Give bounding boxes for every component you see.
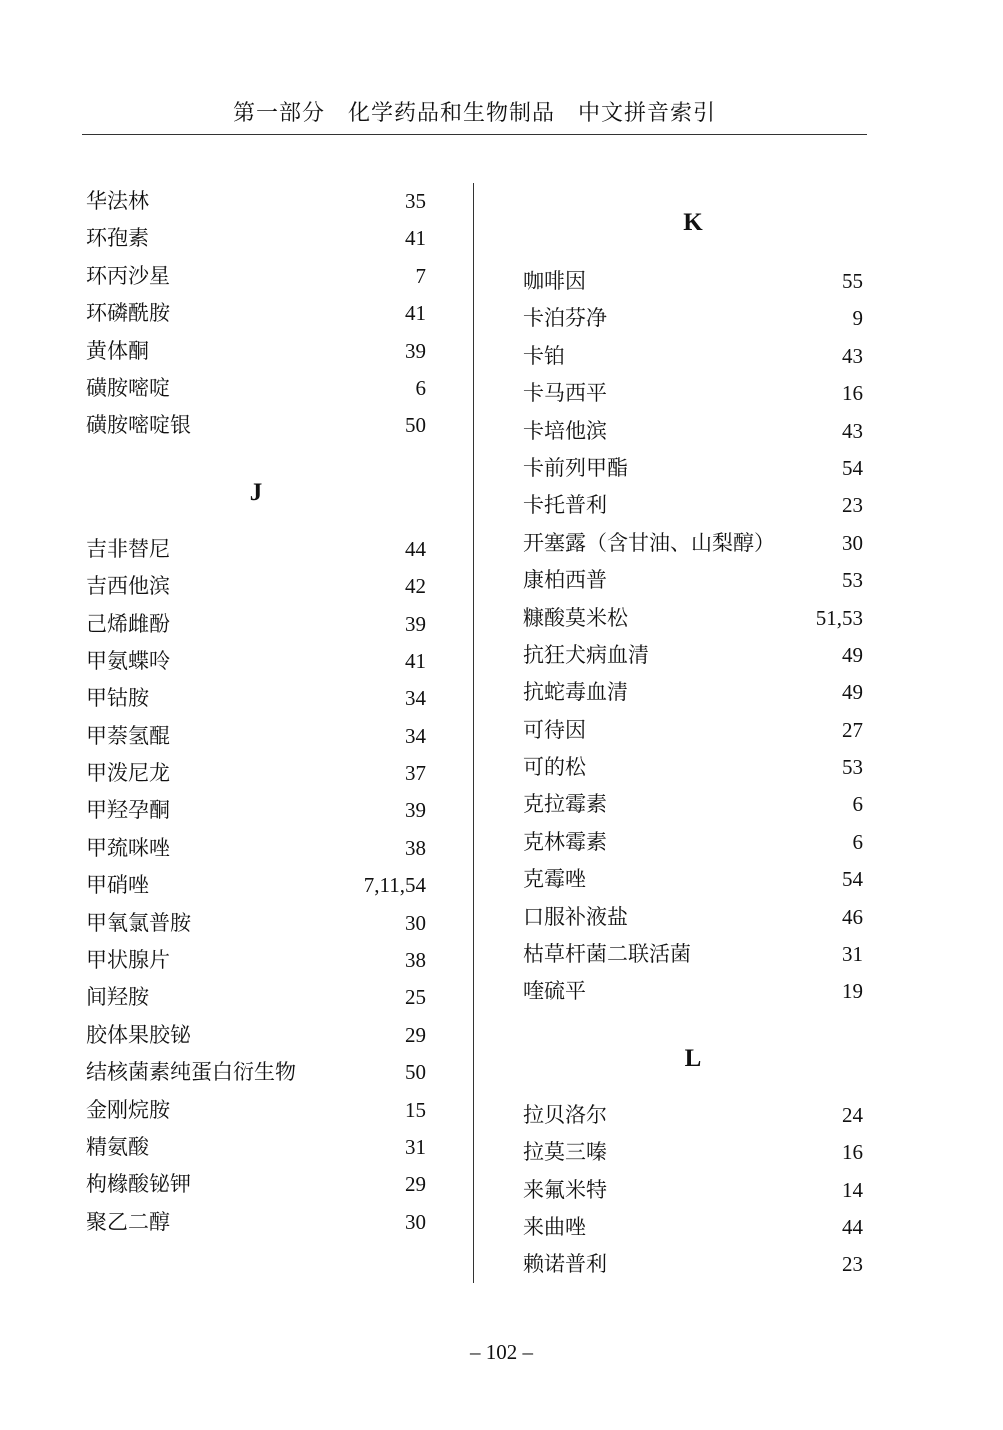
- index-entry: [523, 487, 863, 524]
- entry-page: 7: [415, 263, 426, 288]
- entry-page: 16: [842, 381, 863, 406]
- index-entry: [86, 830, 426, 867]
- entry-name: 喹硫平: [523, 979, 586, 1004]
- header-title: 第一部分 化学药品和生物制品 中文拼音索引: [232, 101, 716, 126]
- entry-name: 甲羟孕酮: [86, 798, 170, 823]
- entry-name: 来曲唑: [523, 1214, 586, 1239]
- entry-page: 53: [842, 568, 863, 593]
- entry-name: 结核菌素纯蛋白衍生物: [86, 1060, 296, 1085]
- index-entry: [523, 1172, 863, 1209]
- entry-name: 己烯雌酚: [86, 611, 170, 636]
- entry-page: 6: [852, 792, 863, 817]
- entry-name: 甲巯咪唑: [86, 835, 170, 860]
- entry-name: 卡培他滨: [523, 418, 607, 443]
- entry-name: 康柏西普: [523, 568, 607, 593]
- entry-name: 环磷酰胺: [86, 301, 170, 326]
- index-entry: [86, 333, 426, 370]
- index-entry: [523, 674, 863, 711]
- entry-name: 开塞露（含甘油、山梨醇）: [523, 530, 775, 555]
- index-entry: [86, 867, 426, 904]
- right-column: [523, 203, 863, 1284]
- entry-name: 拉莫三嗪: [523, 1140, 607, 1165]
- entry-name: 口服补液盐: [523, 904, 628, 929]
- index-group-h: [86, 183, 426, 445]
- entry-name: 甲泼尼龙: [86, 761, 170, 786]
- entry-name: 华法林: [86, 189, 149, 213]
- index-entry: [523, 936, 863, 973]
- index-entry: [86, 718, 426, 755]
- entry-name: 克林霉素: [523, 829, 607, 854]
- entry-name: 精氨酸: [86, 1134, 149, 1159]
- entry-name: 聚乙二醇: [86, 1209, 170, 1234]
- index-entry: [86, 1204, 426, 1241]
- page-number: – 102 –: [470, 1340, 533, 1364]
- index-entry: [86, 792, 426, 829]
- entry-page: 49: [842, 642, 863, 667]
- entry-name: 可的松: [523, 755, 586, 780]
- index-entry: [86, 183, 426, 220]
- entry-page: 31: [842, 942, 863, 967]
- entry-name: 克拉霉素: [523, 792, 607, 817]
- index-entry: [523, 973, 863, 1010]
- entry-name: 甲钴胺: [86, 686, 149, 711]
- entry-name: 卡前列甲酯: [523, 455, 628, 480]
- entry-name: 赖诺普利: [523, 1252, 607, 1277]
- index-entry: [86, 531, 426, 568]
- entry-page: 54: [842, 867, 863, 892]
- entry-name: 环孢素: [86, 226, 149, 251]
- index-entry: [86, 1092, 426, 1129]
- index-entry: [523, 1246, 863, 1283]
- index-entry: [523, 712, 863, 749]
- entry-name: 甲氧氯普胺: [86, 910, 191, 935]
- entry-name: 环丙沙星: [86, 263, 170, 288]
- index-entry: [523, 600, 863, 637]
- entry-page: 23: [842, 1252, 863, 1277]
- column-divider: [473, 183, 474, 1283]
- index-entry: [86, 407, 426, 444]
- left-column: [86, 183, 426, 1241]
- entry-page: 44: [842, 1214, 863, 1239]
- index-entry: [523, 375, 863, 412]
- entry-name: 黄体酮: [86, 338, 149, 363]
- entry-name: 卡铂: [523, 343, 565, 368]
- entry-page: 51,53: [815, 605, 863, 630]
- index-entry: [86, 680, 426, 717]
- index-entry: [86, 258, 426, 295]
- entry-page: 15: [405, 1097, 426, 1122]
- entry-page: 53: [842, 755, 863, 780]
- index-entry: [523, 300, 863, 337]
- letter-heading-l: L: [684, 1044, 702, 1072]
- entry-page: 34: [405, 723, 426, 748]
- entry-page: 29: [405, 1022, 426, 1047]
- entry-page: 46: [842, 904, 863, 929]
- entry-page: 6: [852, 829, 863, 854]
- entry-name: 甲氨蝶呤: [86, 648, 170, 673]
- index-entry: [523, 786, 863, 823]
- index-entry: [86, 755, 426, 792]
- entry-page: 43: [842, 418, 863, 443]
- entry-name: 甲硝唑: [86, 873, 149, 898]
- entry-page: 29: [405, 1172, 426, 1197]
- entry-name: 克霉唑: [523, 867, 586, 892]
- index-entry: [523, 749, 863, 786]
- index-entry: [523, 824, 863, 861]
- entry-name: 可待因: [523, 717, 586, 742]
- entry-page: 27: [842, 717, 863, 742]
- index-entry: [86, 942, 426, 979]
- entry-page: 31: [405, 1134, 426, 1159]
- entry-name: 胶体果胶铋: [86, 1022, 191, 1047]
- index-entry: [86, 295, 426, 332]
- entry-page: 30: [405, 1209, 426, 1234]
- index-entry: [86, 643, 426, 680]
- entry-name: 咖啡因: [523, 269, 586, 293]
- index-entry: [86, 1129, 426, 1166]
- entry-page: 19: [842, 979, 863, 1004]
- entry-name: 卡马西平: [523, 381, 607, 406]
- entry-name: 卡泊芬净: [523, 306, 607, 331]
- entry-name: 糠酸莫米松: [523, 605, 628, 630]
- entry-name: 抗蛇毒血清: [523, 680, 628, 705]
- entry-page: 39: [405, 338, 426, 363]
- entry-name: 吉西他滨: [86, 574, 170, 599]
- index-entry: [523, 450, 863, 487]
- entry-page: 42: [405, 574, 426, 599]
- entry-page: 41: [405, 226, 426, 251]
- index-entry: [523, 413, 863, 450]
- index-entry: [523, 1097, 863, 1134]
- entry-name: 金刚烷胺: [86, 1097, 170, 1122]
- entry-page: 37: [405, 761, 426, 786]
- entry-page: 35: [405, 189, 426, 213]
- entry-page: 38: [405, 835, 426, 860]
- index-entry: [523, 637, 863, 674]
- index-entry: [523, 1209, 863, 1246]
- index-group-j: [86, 531, 426, 1241]
- index-entry: [86, 220, 426, 257]
- index-entry: [523, 525, 863, 562]
- letter-heading-j: J: [249, 478, 263, 506]
- index-entry: [523, 899, 863, 936]
- entry-name: 吉非替尼: [86, 536, 170, 561]
- entry-page: 23: [842, 493, 863, 518]
- entry-name: 卡托普利: [523, 493, 607, 518]
- entry-page: 25: [405, 985, 426, 1010]
- entry-page: 43: [842, 343, 863, 368]
- entry-page: 39: [405, 798, 426, 823]
- index-entry: [86, 979, 426, 1016]
- entry-page: 50: [405, 1060, 426, 1085]
- entry-page: 41: [405, 301, 426, 326]
- entry-page: 7,11,54: [363, 873, 426, 898]
- entry-name: 甲萘氢醌: [86, 723, 170, 748]
- index-group-l: [523, 1097, 863, 1284]
- index-entry: [86, 905, 426, 942]
- index-entry: [86, 568, 426, 605]
- entry-page: 14: [842, 1177, 863, 1202]
- entry-page: 30: [842, 530, 863, 555]
- entry-name: 拉贝洛尔: [523, 1102, 607, 1127]
- entry-name: 间羟胺: [86, 985, 149, 1010]
- entry-name: 枯草杆菌二联活菌: [523, 942, 691, 967]
- entry-page: 50: [405, 413, 426, 438]
- index-entry: [86, 606, 426, 643]
- entry-page: 34: [405, 686, 426, 711]
- entry-name: 磺胺嘧啶银: [86, 413, 191, 438]
- entry-page: 49: [842, 680, 863, 705]
- page-header: [82, 96, 867, 135]
- index-entry: [523, 562, 863, 599]
- index-entry: [86, 1054, 426, 1091]
- index-entry: [86, 1166, 426, 1203]
- index-group-k: [523, 263, 863, 1011]
- index-entry: [86, 1017, 426, 1054]
- entry-page: 6: [415, 375, 426, 400]
- entry-page: 9: [852, 306, 863, 331]
- index-entry: [523, 338, 863, 375]
- entry-name: 抗狂犬病血清: [523, 642, 649, 667]
- entry-page: 24: [842, 1102, 863, 1127]
- index-entry: [523, 1134, 863, 1171]
- entry-page: 39: [405, 611, 426, 636]
- index-entry: [523, 263, 863, 300]
- entry-name: 磺胺嘧啶: [86, 375, 170, 400]
- letter-heading-k: K: [683, 209, 703, 236]
- entry-page: 38: [405, 948, 426, 973]
- entry-page: 41: [405, 648, 426, 673]
- entry-page: 16: [842, 1140, 863, 1165]
- entry-name: 甲状腺片: [86, 948, 170, 973]
- entry-name: 来氟米特: [523, 1177, 607, 1202]
- entry-page: 44: [405, 536, 426, 561]
- entry-page: 54: [842, 455, 863, 480]
- index-entry: [523, 861, 863, 898]
- entry-page: 30: [405, 910, 426, 935]
- entry-page: 55: [842, 269, 863, 293]
- index-entry: [86, 370, 426, 407]
- entry-name: 枸橼酸铋钾: [86, 1172, 191, 1197]
